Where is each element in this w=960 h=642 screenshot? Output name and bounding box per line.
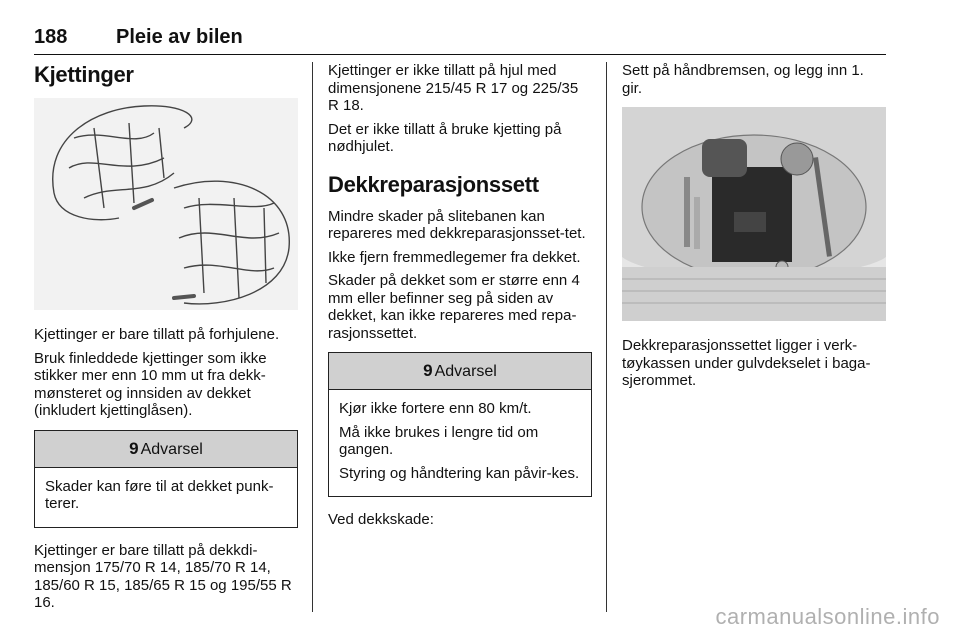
watermark: carmanualsonline.info [715, 604, 940, 629]
warning-text: Styring og håndtering kan påvir-kes. [339, 464, 580, 482]
paragraph: Kjettinger er bare tillatt på forhjulene. [34, 326, 280, 343]
column-divider [312, 62, 313, 612]
warning-box [34, 430, 298, 528]
warning-header [35, 431, 297, 468]
warning-header [329, 353, 591, 390]
paragraph: Ved dekkskade: [328, 511, 434, 528]
paragraph: Bruk finleddede kjettinger som ikke stikker mer enn 10 mm ut fra dekk-mønsteret og innsiden av dekket (inkludert kjettinglåsen). [34, 349, 267, 419]
warning-body [35, 468, 297, 527]
warning-title: Advarsel [140, 440, 203, 458]
section-heading-dekkreparasjonssett: Dekkreparasjonssett [328, 171, 539, 197]
page-header [34, 26, 886, 55]
paragraph: Sett på håndbremsen, og legg inn 1. gir. [622, 62, 864, 97]
warning-icon: 9 [423, 361, 433, 380]
tyre-repair-kit-photo [622, 107, 886, 321]
paragraph: Kjettinger er ikke tillatt på hjul med dimensjonene 215/45 R 17 og 225/35 R 18. [328, 62, 579, 114]
paragraph: Mindre skader på slitebanen kan repareres med dekkreparasjonsset-tet. [328, 207, 586, 242]
warning-title: Advarsel [434, 363, 497, 380]
paragraph: Kjettinger er bare tillatt på dekkdi-mensjon 175/70 R 14, 185/70 R 14, 185/60 R 15, 185/65 R 15 og 195/55 R 16. [34, 541, 292, 611]
snow-chains-illustration [34, 98, 298, 310]
paragraph: Dekkreparasjonssettet ligger i verk-tøykassen under gulvdekselet i baga-sjerommet. [622, 337, 871, 389]
page-number: 188 [34, 26, 68, 48]
paragraph: Ikke fjern fremmedlegemer fra dekket. [328, 248, 581, 266]
chapter-title: Pleie av bilen [116, 26, 243, 48]
warning-box [328, 352, 592, 497]
column-1 [34, 62, 298, 618]
warning-text: Skader kan føre til at dekket punk-terer. [45, 477, 274, 512]
column-2 [328, 62, 592, 535]
paragraph: Skader på dekket som er større enn 4 mm eller befinner seg på siden av dekket, kan ikke repareres med repa-rasjonssettet. [328, 272, 580, 342]
warning-text: Må ikke brukes i lengre tid om gangen. [339, 423, 539, 458]
paragraph: Det er ikke tillatt å bruke kjetting på nødhjulet. [328, 120, 562, 155]
warning-icon: 9 [129, 438, 139, 458]
column-3 [622, 62, 886, 396]
warning-body [329, 390, 591, 496]
column-divider [606, 62, 607, 612]
section-heading-kjettinger: Kjettinger [34, 62, 134, 87]
warning-text: Kjør ikke fortere enn 80 km/t. [339, 400, 532, 417]
